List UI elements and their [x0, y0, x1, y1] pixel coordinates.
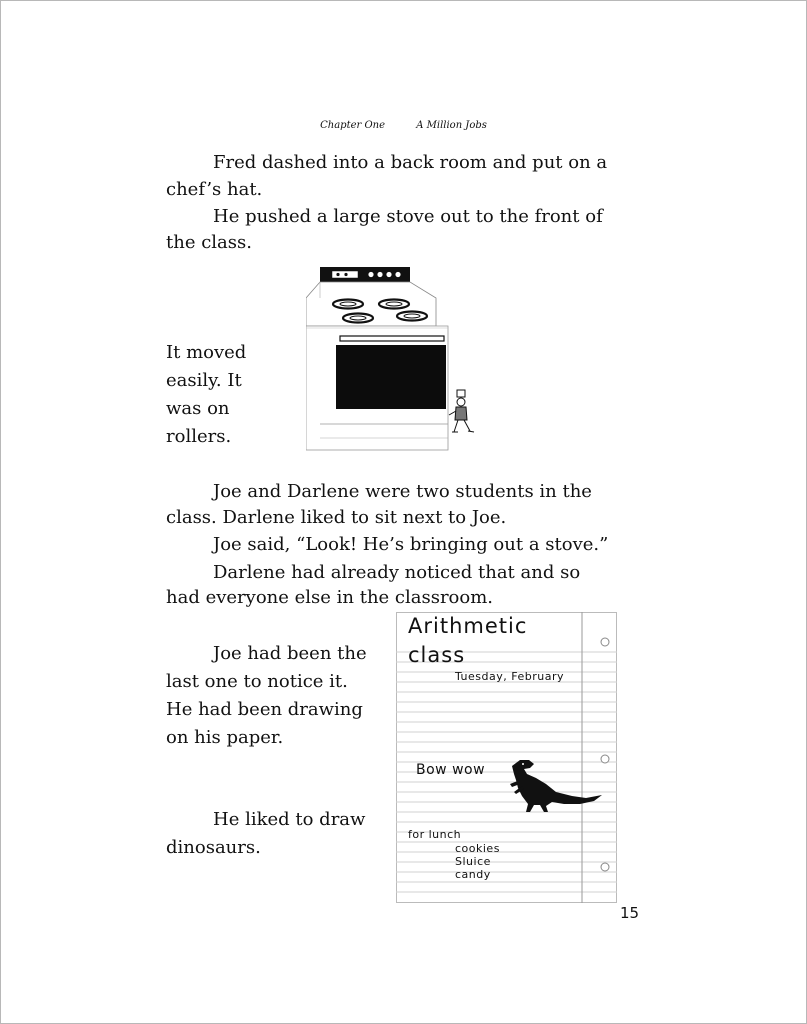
- stove-illustration: [306, 262, 478, 458]
- notebook-title-line1: Arithmetic: [408, 614, 528, 638]
- notebook-title-line2: class: [408, 643, 466, 667]
- notebook-list-heading: for lunch: [408, 828, 462, 841]
- running-header: [0, 120, 807, 131]
- paragraph-line: last one to notice it.: [166, 671, 348, 692]
- paragraph-line: rollers.: [166, 426, 232, 447]
- paragraph-line: chef’s hat.: [166, 179, 263, 200]
- notebook-date: Tuesday, February: [455, 670, 564, 683]
- paragraph-line: easily. It: [166, 370, 242, 391]
- notebook-list-item: cookies: [455, 842, 500, 855]
- paragraph-line: Joe said, “Look! He’s bringing out a stove.”: [213, 534, 609, 555]
- chapter-label: Chapter One: [320, 120, 386, 131]
- paragraph-line: was on: [166, 398, 230, 419]
- paragraph-line: dinosaurs.: [166, 837, 261, 858]
- paragraph-line: Joe had been the: [213, 643, 367, 664]
- paragraph-line: the class.: [166, 232, 252, 253]
- paragraph-line: He had been drawing: [166, 699, 363, 720]
- paragraph-line: He pushed a large stove out to the front of: [213, 206, 603, 227]
- paragraph-line: He liked to draw: [213, 809, 366, 830]
- notebook-doodle-caption: Bow wow: [416, 762, 486, 778]
- notebook-list-item: candy: [455, 868, 491, 881]
- chapter-title: A Million Jobs: [416, 120, 487, 131]
- paragraph-line: Darlene had already noticed that and so: [213, 562, 581, 583]
- paragraph-line: on his paper.: [166, 727, 284, 748]
- paragraph-line: Joe and Darlene were two students in the: [213, 481, 592, 502]
- notebook-list-item: Sluice: [455, 855, 491, 868]
- page-number: 15: [620, 904, 640, 922]
- paragraph-line: class. Darlene liked to sit next to Joe.: [166, 507, 507, 528]
- paragraph-line: It moved: [166, 342, 247, 363]
- paragraph-line: Fred dashed into a back room and put on a: [213, 152, 608, 173]
- paragraph-line: had everyone else in the classroom.: [166, 587, 494, 608]
